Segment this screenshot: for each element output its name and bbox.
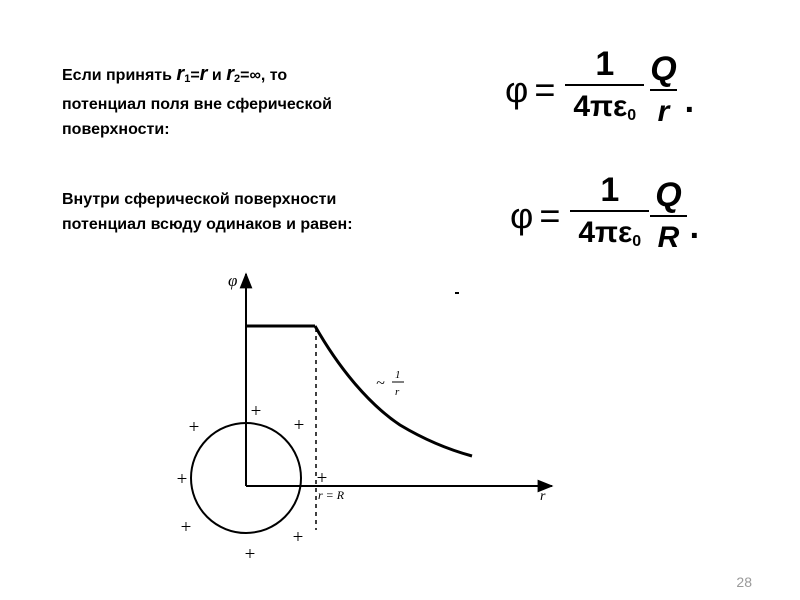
phi-symbol: φ xyxy=(510,194,534,236)
charge-plus: + xyxy=(176,469,188,490)
potential-decay-curve xyxy=(315,326,472,456)
charge-plus: + xyxy=(293,415,305,436)
radius-marker-label: r = R xyxy=(318,488,345,502)
surface-charges xyxy=(177,401,328,565)
numerator: 1 xyxy=(595,45,615,83)
curve-label-numerator: 1 xyxy=(395,369,401,381)
charge-plus: + xyxy=(292,527,304,548)
page-number: 28 xyxy=(736,574,752,590)
paragraph-line-1: Если принять $r_1=r$ и $r_2=\infty$, то xyxy=(62,63,288,85)
charge-plus: + xyxy=(244,544,256,565)
period: . xyxy=(684,82,695,120)
numerator: 1 xyxy=(600,171,620,209)
numerator: Q xyxy=(650,49,677,88)
charge-plus: + xyxy=(250,401,262,422)
charge-plus: + xyxy=(316,468,328,489)
denominator: r xyxy=(650,89,678,131)
curve-label-denominator: r xyxy=(395,386,400,398)
paragraph-line-3: поверхности: xyxy=(62,121,170,138)
y-axis-label: φ xyxy=(228,271,238,290)
period: . xyxy=(689,208,700,246)
phi-symbol: φ xyxy=(505,68,529,110)
paragraph-line-1: Внутри сферической поверхности xyxy=(62,191,337,208)
paragraph-line-2: потенциал поля вне сферической xyxy=(62,96,332,113)
x-axis-label: r xyxy=(540,489,546,504)
denominator: R xyxy=(650,215,688,257)
numerator: Q xyxy=(655,175,682,214)
equals-sign: = xyxy=(539,194,561,236)
denominator: $4\pi\varepsilon_0$ xyxy=(570,210,649,261)
paragraph-line-2: потенциал всюду одинаков и равен: xyxy=(62,216,353,233)
denominator: $4\pi\varepsilon_0$ xyxy=(565,84,644,135)
charge-plus: + xyxy=(180,517,192,538)
curve-label-tilde: ~ xyxy=(376,375,385,392)
equals-sign: = xyxy=(534,68,556,110)
charge-plus: + xyxy=(188,417,200,438)
